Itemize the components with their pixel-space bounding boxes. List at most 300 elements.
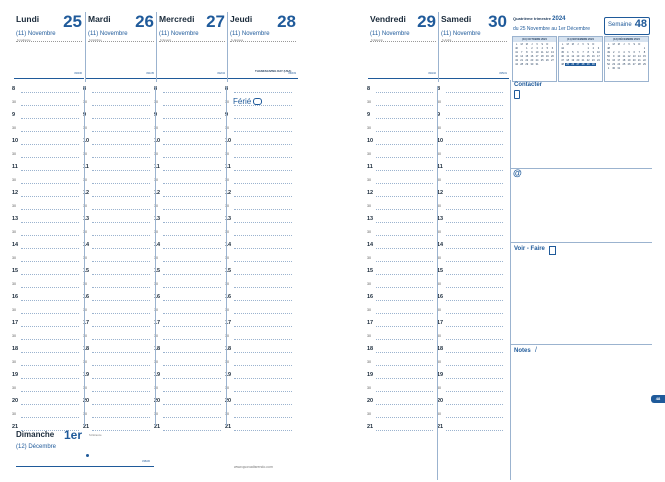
hour-label: 30: [367, 204, 371, 208]
mini-calendar-cell: 23: [612, 63, 616, 66]
hour-row[interactable]: [83, 281, 152, 294]
day-saint: S.Catherine: [17, 39, 31, 42]
hour-row[interactable]: [437, 372, 505, 385]
mini-calendar-cell: 4: [541, 47, 543, 50]
hour-row[interactable]: [154, 294, 223, 307]
hour-row[interactable]: [367, 216, 435, 229]
hour-row[interactable]: [367, 307, 435, 320]
hour-line: [234, 417, 292, 418]
hour-row[interactable]: [367, 190, 435, 203]
mini-calendar-cell: V: [536, 43, 538, 46]
hour-line: [163, 391, 221, 392]
hour-row[interactable]: [367, 359, 435, 372]
hour-row[interactable]: [225, 385, 294, 398]
hour-row[interactable]: [154, 138, 223, 151]
hour-label: 30: [225, 412, 229, 416]
mini-calendar-cell: 49: [607, 51, 610, 54]
quarter-year: 2024: [552, 16, 566, 22]
hour-row[interactable]: [12, 242, 81, 255]
hour-line: [446, 326, 503, 327]
hour-row[interactable]: [83, 164, 152, 177]
hour-line: [163, 248, 221, 249]
hour-row[interactable]: [12, 294, 81, 307]
day-divider: [441, 41, 507, 42]
hour-line: [92, 261, 150, 262]
hour-row[interactable]: [154, 359, 223, 372]
hour-label: 20: [437, 398, 444, 404]
hour-row[interactable]: [154, 281, 223, 294]
mini-calendar-cell: 2: [612, 51, 615, 54]
hour-row[interactable]: [12, 151, 81, 164]
hour-line: [163, 144, 221, 145]
mini-calendar-cell: V: [628, 43, 630, 46]
hour-row[interactable]: [154, 151, 223, 164]
mini-calendar-cell: 11: [540, 51, 544, 54]
hour-line: [163, 274, 221, 275]
hour-label: 30: [367, 152, 371, 156]
hour-row[interactable]: [154, 424, 223, 437]
hour-row[interactable]: [225, 151, 294, 164]
hour-row[interactable]: [83, 333, 152, 346]
hour-line: [21, 339, 79, 340]
hour-row[interactable]: [12, 398, 81, 411]
mini-calendar-cell: V: [582, 43, 584, 46]
hour-line: [376, 118, 433, 119]
hour-label: 30: [83, 256, 87, 260]
hour-label: 30: [437, 334, 441, 338]
hour-row[interactable]: [83, 385, 152, 398]
hour-line: [21, 196, 79, 197]
hour-row[interactable]: [83, 99, 152, 112]
hour-row[interactable]: [225, 138, 294, 151]
hour-row[interactable]: [154, 112, 223, 125]
hour-row[interactable]: [367, 203, 435, 216]
mini-calendar-cell: 28: [637, 63, 641, 66]
hour-row[interactable]: [367, 281, 435, 294]
hour-line: [21, 105, 79, 106]
hour-row[interactable]: [12, 372, 81, 385]
hour-row[interactable]: [12, 86, 81, 99]
hour-row[interactable]: [437, 151, 505, 164]
hour-line: [234, 131, 292, 132]
quarter-header: [513, 16, 566, 22]
hour-row[interactable]: [367, 242, 435, 255]
hour-row[interactable]: [437, 125, 505, 138]
mini-calendar-cell: 15: [642, 55, 646, 58]
hour-row[interactable]: [437, 307, 505, 320]
hour-row[interactable]: [83, 359, 152, 372]
mini-calendar-cell: [642, 43, 647, 46]
hour-row[interactable]: [437, 99, 505, 112]
hour-row[interactable]: [83, 112, 152, 125]
hour-row[interactable]: [83, 372, 152, 385]
day-month: (11) Novembre: [370, 31, 410, 37]
hour-row[interactable]: [12, 281, 81, 294]
mini-calendar-cell: 17: [535, 55, 539, 58]
mini-calendar-cell: 23: [591, 59, 595, 62]
hour-label: 12: [12, 190, 19, 196]
hour-line: [234, 274, 292, 275]
hour-row[interactable]: [154, 216, 223, 229]
hour-label: 19: [437, 372, 444, 378]
hour-row[interactable]: [12, 216, 81, 229]
hour-row[interactable]: [12, 333, 81, 346]
mini-calendar-cell: 29: [586, 63, 590, 66]
hour-label: 18: [367, 346, 374, 352]
column-separator: [226, 86, 227, 426]
hour-line: [21, 157, 79, 158]
hour-line: [163, 118, 221, 119]
hour-row[interactable]: [225, 320, 294, 333]
hour-label: 30: [12, 334, 16, 338]
mini-calendar-cell: 25: [622, 63, 626, 66]
day-number: 27: [206, 12, 225, 31]
hour-row[interactable]: [367, 177, 435, 190]
hour-row[interactable]: [83, 242, 152, 255]
hour-row[interactable]: [437, 164, 505, 177]
hour-line: [21, 417, 79, 418]
hour-row[interactable]: [12, 255, 81, 268]
hour-line: [446, 391, 503, 392]
hour-row[interactable]: [83, 320, 152, 333]
hour-row[interactable]: [367, 398, 435, 411]
hour-label: 30: [83, 230, 87, 234]
hour-row[interactable]: [225, 242, 294, 255]
day-count: 330/36: [74, 72, 82, 75]
mini-calendar-cell: 10: [535, 51, 539, 54]
hour-row[interactable]: [154, 255, 223, 268]
hour-row[interactable]: [437, 385, 505, 398]
hour-row[interactable]: [83, 268, 152, 281]
hour-label: 9: [437, 112, 441, 118]
hour-row[interactable]: [225, 398, 294, 411]
mini-calendar-cell: M: [612, 43, 615, 46]
mini-calendar-cell: D: [638, 43, 641, 46]
hour-row[interactable]: [12, 411, 81, 424]
hour-row[interactable]: [12, 177, 81, 190]
hour-label: 18: [437, 346, 444, 352]
hour-row[interactable]: [83, 86, 152, 99]
hour-label: 11: [225, 164, 231, 170]
hour-label: 14: [437, 242, 444, 248]
hour-line: [21, 352, 79, 353]
hour-label: 30: [437, 282, 441, 286]
day-mercredi: [157, 12, 227, 82]
mini-calendar-cell: 26: [571, 63, 575, 66]
hour-row[interactable]: [12, 164, 81, 177]
hour-row[interactable]: [154, 411, 223, 424]
hour-row[interactable]: [154, 333, 223, 346]
hour-row[interactable]: [225, 307, 294, 320]
week-label: Semaine: [608, 22, 632, 28]
hour-line: [234, 235, 292, 236]
hour-row[interactable]: [437, 112, 505, 125]
hour-line: [234, 196, 292, 197]
hour-row[interactable]: [367, 268, 435, 281]
day-number: 29: [417, 12, 436, 31]
hour-row[interactable]: [367, 151, 435, 164]
hour-row[interactable]: [437, 203, 505, 216]
hour-line: [92, 404, 150, 405]
hour-row[interactable]: [83, 203, 152, 216]
hour-label: 21: [12, 424, 19, 430]
hour-row[interactable]: [225, 255, 294, 268]
hour-row[interactable]: [225, 229, 294, 242]
hour-line: [376, 196, 433, 197]
hour-row[interactable]: [437, 268, 505, 281]
mini-calendar-cell: 2: [592, 47, 595, 50]
mini-calendar-cell: 18: [540, 55, 544, 58]
hour-label: 30: [154, 152, 158, 156]
mini-calendar-cell: 44: [561, 47, 564, 50]
day-count: 335/31: [499, 72, 507, 75]
hour-row[interactable]: [367, 424, 435, 437]
hour-label: 10: [83, 138, 90, 144]
hour-line: [163, 131, 221, 132]
hour-label: 18: [12, 346, 19, 352]
voir-faire-title: Voir - Faire: [514, 246, 545, 252]
hour-row[interactable]: [225, 359, 294, 372]
hour-label: 30: [83, 126, 87, 130]
day-name: Mercredi: [159, 14, 195, 24]
hour-line: [92, 326, 150, 327]
hour-line: [163, 92, 221, 93]
mini-calendar-november: [558, 36, 603, 82]
hour-row[interactable]: [225, 333, 294, 346]
hour-row[interactable]: [367, 229, 435, 242]
day-month: (11) Novembre: [441, 31, 481, 37]
hour-row[interactable]: [225, 164, 294, 177]
hour-row[interactable]: [12, 307, 81, 320]
mini-calendar-cell: 15: [586, 55, 590, 58]
hour-row[interactable]: [225, 281, 294, 294]
hour-row[interactable]: [367, 125, 435, 138]
hour-line: [234, 378, 292, 379]
hour-row[interactable]: [367, 372, 435, 385]
hour-row[interactable]: [12, 112, 81, 125]
hour-row[interactable]: [437, 281, 505, 294]
hour-row[interactable]: [12, 229, 81, 242]
hour-row[interactable]: [367, 346, 435, 359]
mini-calendar-cell: 52: [607, 63, 610, 66]
hour-row[interactable]: [367, 138, 435, 151]
mini-calendar-cell: 19: [571, 59, 575, 62]
hour-row[interactable]: [83, 346, 152, 359]
hour-row[interactable]: [154, 385, 223, 398]
email-icon: @: [513, 168, 522, 178]
hour-label: 17: [154, 320, 161, 326]
hour-row[interactable]: [367, 294, 435, 307]
hour-row[interactable]: [83, 398, 152, 411]
hour-label: 30: [12, 126, 16, 130]
hour-row[interactable]: [12, 320, 81, 333]
mini-calendar-grid: [605, 42, 648, 71]
hour-label: 30: [12, 204, 16, 208]
mini-calendar-cell: L: [561, 43, 564, 46]
hour-row[interactable]: [12, 99, 81, 112]
hour-row[interactable]: [225, 346, 294, 359]
hour-row[interactable]: [83, 138, 152, 151]
hour-row[interactable]: [437, 216, 505, 229]
mini-calendar-cell: M: [520, 43, 523, 46]
hour-row[interactable]: [154, 99, 223, 112]
hour-row[interactable]: [437, 229, 505, 242]
hour-row[interactable]: [154, 320, 223, 333]
hour-row[interactable]: [437, 190, 505, 203]
hour-row[interactable]: [437, 177, 505, 190]
hour-row[interactable]: [12, 346, 81, 359]
mini-calendar-cell: 13: [550, 51, 554, 54]
mini-calendar-cell: 23: [530, 59, 534, 62]
hour-row[interactable]: [225, 268, 294, 281]
hour-row[interactable]: [83, 411, 152, 424]
hour-label: 30: [83, 334, 87, 338]
mini-calendar-cell: 30: [530, 63, 534, 66]
hour-label: 30: [437, 204, 441, 208]
hour-row[interactable]: [12, 268, 81, 281]
hour-row[interactable]: [437, 242, 505, 255]
hour-row[interactable]: [367, 86, 435, 99]
hour-label: 30: [154, 126, 158, 130]
hour-row[interactable]: [225, 216, 294, 229]
hour-row[interactable]: [154, 164, 223, 177]
hour-row[interactable]: [83, 151, 152, 164]
hour-row[interactable]: [437, 346, 505, 359]
hour-line: [163, 105, 221, 106]
hour-row[interactable]: [367, 333, 435, 346]
hour-line: [376, 209, 433, 210]
mini-calendar-cell: J: [577, 43, 579, 46]
hour-row[interactable]: [83, 255, 152, 268]
hour-label: 30: [367, 412, 371, 416]
hour-label: 12: [83, 190, 90, 196]
hour-row[interactable]: [367, 320, 435, 333]
day-saint: S.Saturnin: [371, 39, 384, 42]
day-divider: [230, 41, 296, 42]
hour-label: 30: [367, 126, 371, 130]
hour-label: 30: [225, 204, 229, 208]
hour-row[interactable]: [12, 190, 81, 203]
pen-icon: /: [535, 347, 537, 354]
hour-line: [376, 352, 433, 353]
hour-label: 30: [12, 100, 16, 104]
hour-line: [21, 287, 79, 288]
hour-line: [376, 144, 433, 145]
hour-row[interactable]: [225, 372, 294, 385]
hour-row[interactable]: [367, 99, 435, 112]
hour-row[interactable]: [154, 177, 223, 190]
hour-row[interactable]: [83, 216, 152, 229]
hour-row[interactable]: [83, 190, 152, 203]
hour-row[interactable]: [437, 424, 505, 437]
hour-row[interactable]: [225, 125, 294, 138]
week-number: 48: [634, 18, 647, 30]
hour-line: [446, 287, 503, 288]
hour-row[interactable]: [154, 346, 223, 359]
footer-url: www.quovadisrendo.com: [234, 465, 273, 469]
hour-row[interactable]: [437, 411, 505, 424]
hour-row[interactable]: [437, 255, 505, 268]
hour-row[interactable]: [437, 86, 505, 99]
hour-row[interactable]: [154, 398, 223, 411]
hour-row[interactable]: [225, 177, 294, 190]
hour-row[interactable]: [154, 307, 223, 320]
hour-row[interactable]: [83, 177, 152, 190]
hour-line: [446, 313, 503, 314]
sunday-divider: [16, 466, 154, 467]
hour-row[interactable]: [83, 229, 152, 242]
hour-row[interactable]: [367, 385, 435, 398]
hour-row[interactable]: [154, 203, 223, 216]
hour-row[interactable]: [154, 242, 223, 255]
hour-row[interactable]: [437, 320, 505, 333]
mini-calendar-cell: D: [546, 43, 549, 46]
hour-line: [163, 365, 221, 366]
hour-label: 30: [154, 178, 158, 182]
hour-line: [92, 313, 150, 314]
mini-calendar-cell: [550, 43, 555, 46]
hour-row[interactable]: [225, 411, 294, 424]
hour-row[interactable]: [154, 86, 223, 99]
hour-row[interactable]: [367, 255, 435, 268]
hour-row[interactable]: [367, 164, 435, 177]
hour-row[interactable]: [225, 424, 294, 437]
hour-row[interactable]: [367, 411, 435, 424]
hour-row[interactable]: [437, 333, 505, 346]
hour-line: [163, 157, 221, 158]
hour-row[interactable]: [154, 190, 223, 203]
hour-line: [163, 300, 221, 301]
hour-label: 18: [225, 346, 232, 352]
hour-row[interactable]: [83, 125, 152, 138]
hour-row[interactable]: [154, 125, 223, 138]
hour-row[interactable]: [437, 294, 505, 307]
hour-label: 30: [437, 126, 441, 130]
hour-row[interactable]: [437, 398, 505, 411]
hour-label: 30: [225, 282, 229, 286]
hour-row[interactable]: [225, 294, 294, 307]
hour-row[interactable]: [437, 359, 505, 372]
hour-label: 15: [154, 268, 161, 274]
mini-calendar-cell: 20: [550, 55, 554, 58]
day-count: 332/34: [217, 72, 225, 75]
hour-label: 14: [154, 242, 161, 248]
hour-row[interactable]: [225, 203, 294, 216]
hour-row[interactable]: [83, 294, 152, 307]
hour-row[interactable]: [367, 112, 435, 125]
hour-row[interactable]: [154, 372, 223, 385]
hour-line: [21, 183, 79, 184]
hour-row[interactable]: [12, 359, 81, 372]
hour-row[interactable]: [437, 138, 505, 151]
hour-row[interactable]: [225, 112, 294, 125]
hour-line: [376, 430, 433, 431]
hour-row[interactable]: [12, 125, 81, 138]
hour-label: 30: [225, 360, 229, 364]
hour-row[interactable]: [12, 385, 81, 398]
hour-row[interactable]: [225, 190, 294, 203]
hour-row[interactable]: [154, 229, 223, 242]
hour-row[interactable]: [83, 307, 152, 320]
hour-row[interactable]: [154, 268, 223, 281]
hour-row[interactable]: [12, 203, 81, 216]
hour-line: [234, 261, 292, 262]
mini-calendar-cell: 29: [525, 63, 529, 66]
hour-label: 17: [437, 320, 444, 326]
hour-line: [446, 378, 503, 379]
mini-calendar-cell: 20: [632, 59, 636, 62]
hour-row[interactable]: [12, 138, 81, 151]
